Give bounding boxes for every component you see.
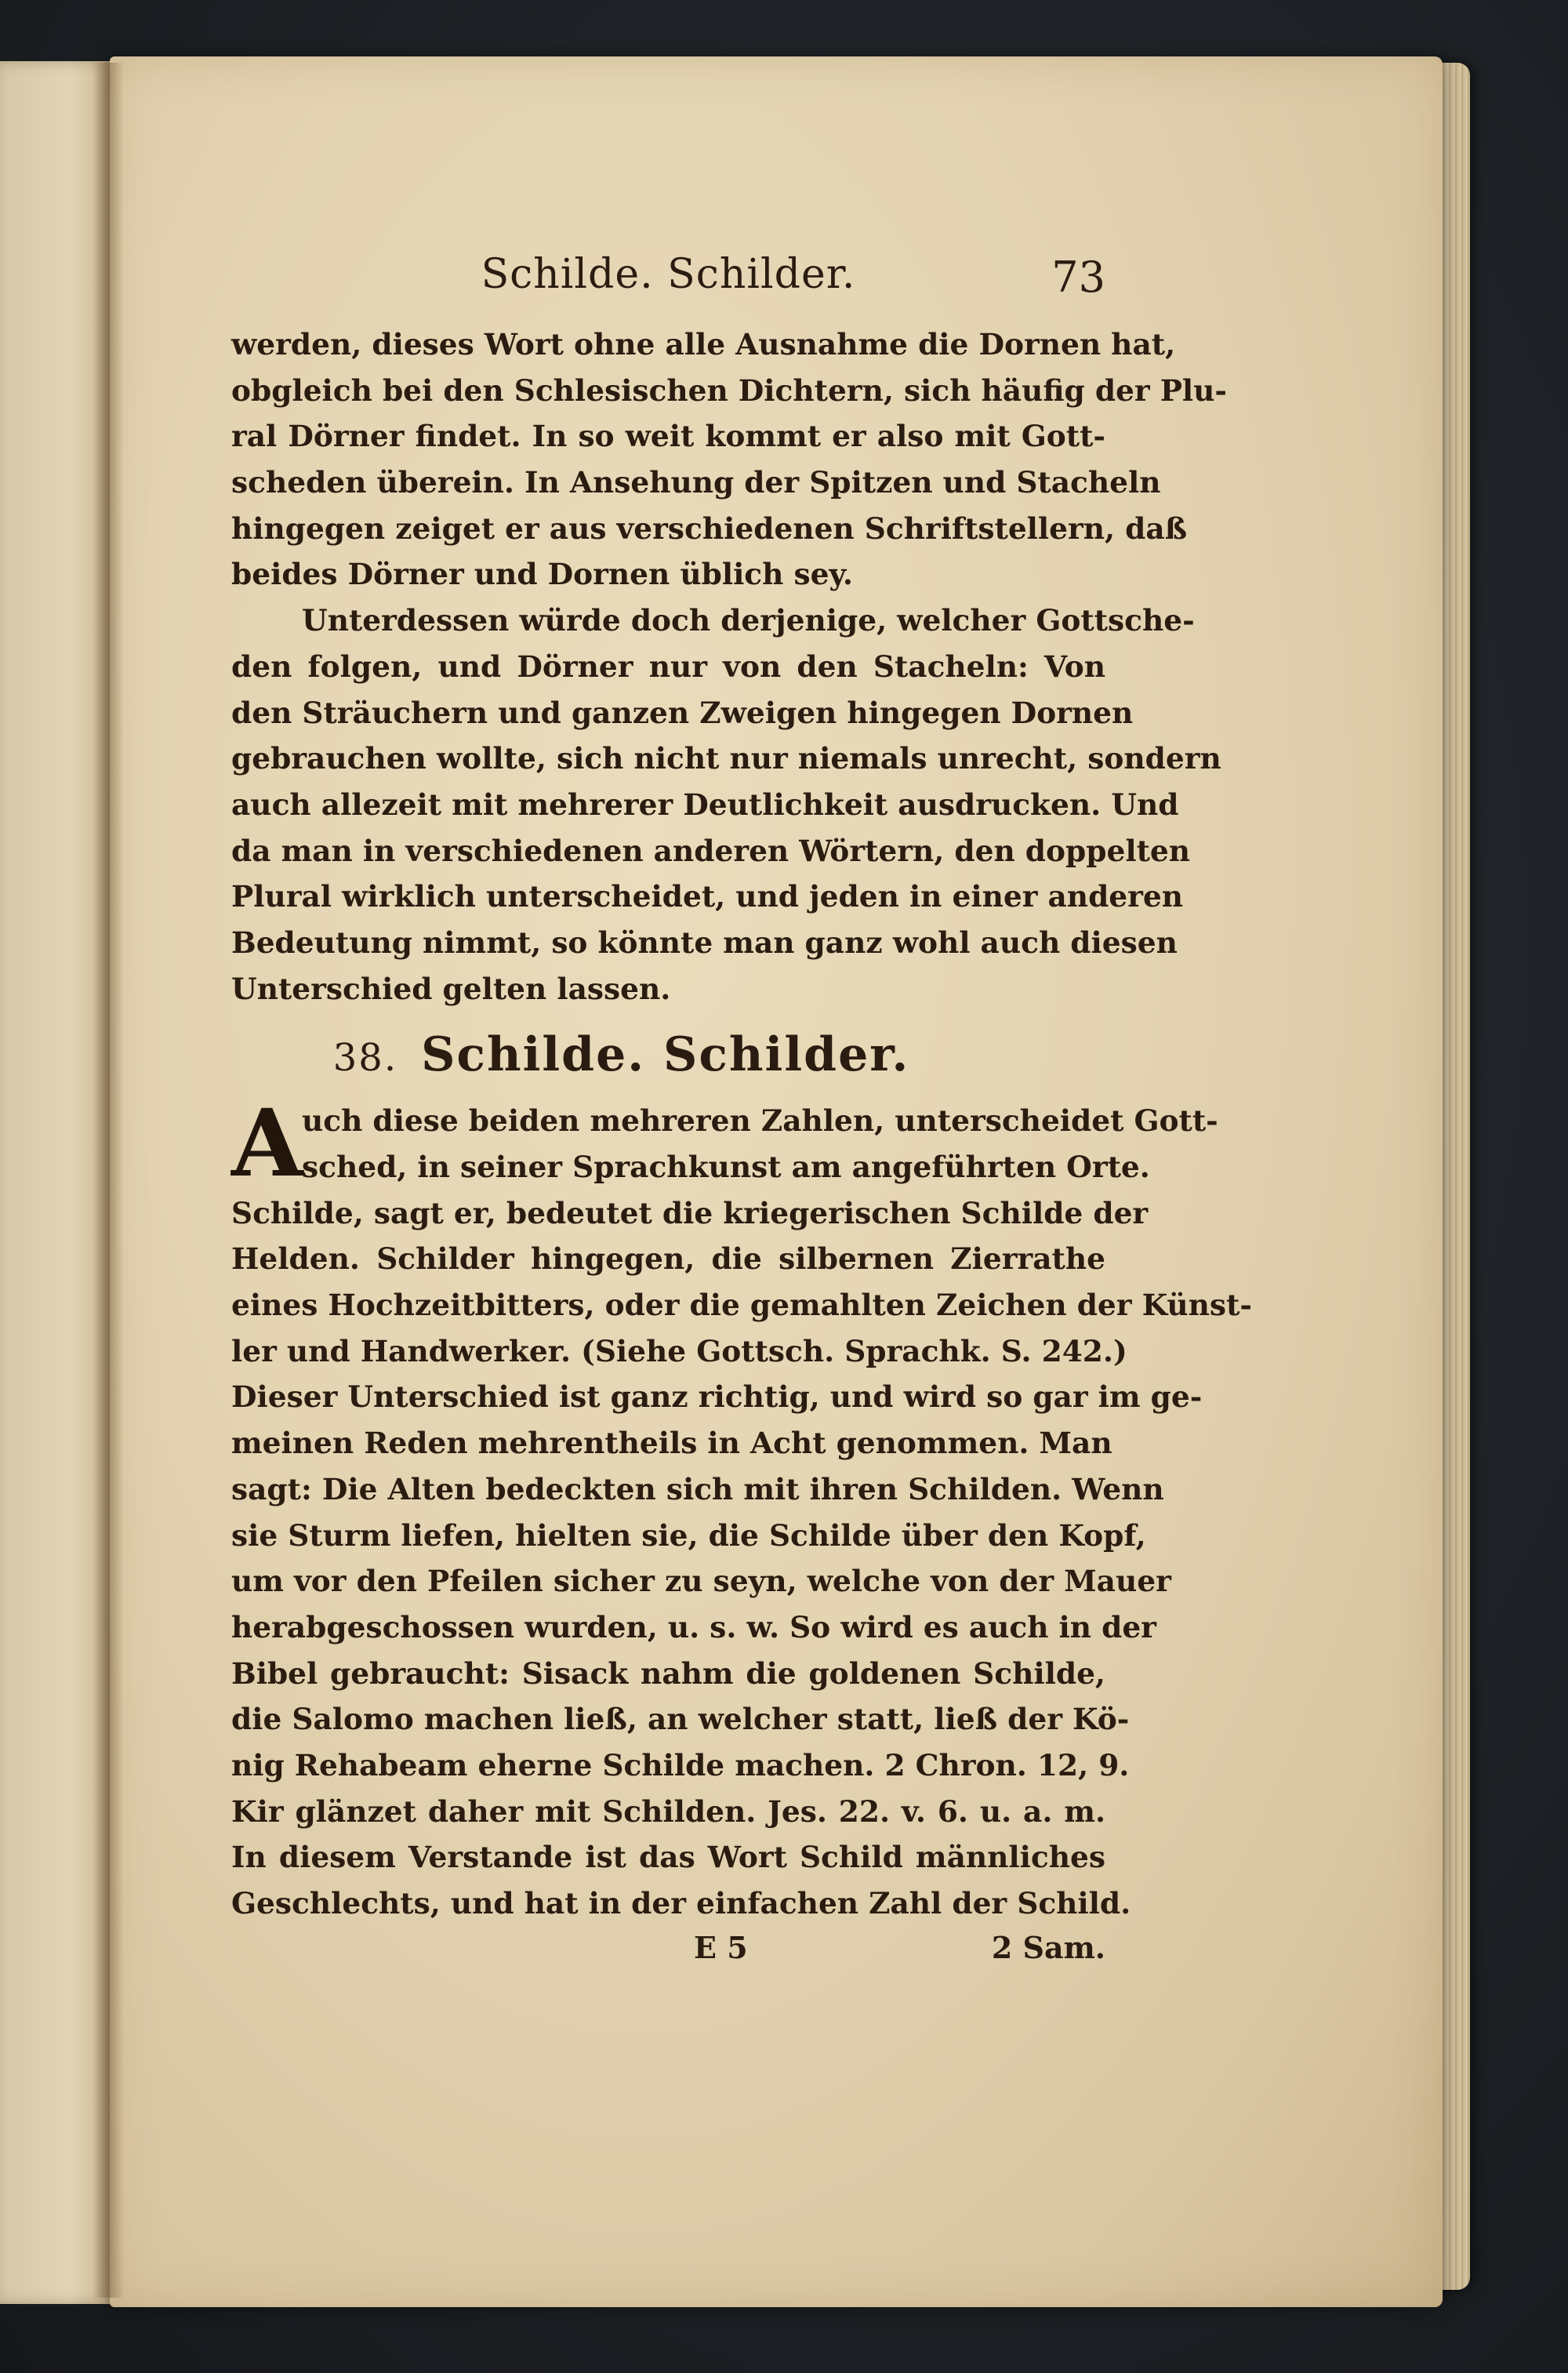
text-line: eines Hochzeitbitters, oder die gemahlten Zeichen der Künst- (231, 1288, 1252, 1323)
signature-mark: E 5 (694, 1929, 748, 1965)
text-line: sagt: Die Alten bedeckten sich mit ihren Schilden. Wenn (231, 1471, 1164, 1506)
page-text (231, 235, 1252, 1975)
text-line: Plural wirklich unterscheidet, und jeden in einer anderen (231, 879, 1184, 914)
text-line: den Sträuchern und ganzen Zweigen hingegen Dornen (231, 695, 1134, 730)
text-line: scheden überein. In Ansehung der Spitzen und Stacheln (231, 465, 1161, 500)
text-line: Bedeutung nimmt, so könnte man ganz wohl auch diesen (231, 925, 1178, 960)
text-line: hingegen zeiget er aus verschiedenen Schriftstellern, daß (231, 511, 1188, 546)
text-line: In diesem Verstande ist das Wort Schild männliches (231, 1840, 1105, 1875)
text-line: Schilde, sagt er, bedeutet die kriegerischen Schilde der (231, 1195, 1149, 1230)
book-gutter (93, 63, 124, 2298)
page-number: 73 (1051, 253, 1105, 302)
dropcap-block (231, 1088, 1218, 1198)
section-heading (231, 1012, 1105, 1098)
text-line: um vor den Pfeilen sicher zu seyn, welche von der Mauer (231, 1564, 1171, 1599)
text-line: ler und Handwerker. (Siehe Gottsch. Sprachk. S. 242.) (231, 1333, 1127, 1368)
text-line: gebrauchen wollte, sich nicht nur niemals unrecht, sondern (231, 741, 1221, 776)
text-line: ral Dörner findet. In so weit kommt er also mit Gott- (231, 419, 1105, 454)
text-line: Unterschied gelten lassen. (231, 971, 671, 1006)
text-line: nig Rehabeam eherne Schilde machen. 2 Chron. 12, 9. (231, 1747, 1130, 1782)
section-number: 38. (332, 1036, 398, 1081)
text-line: Bibel gebraucht: Sisack nahm die goldenen Schilde, (231, 1655, 1105, 1691)
text-line: Unterdessen würde doch derjenige, welcher Gottsche- (302, 603, 1195, 638)
page-header (231, 235, 1105, 322)
catchword: 2 Sam. (991, 1929, 1105, 1965)
paragraph-3 (231, 1088, 1252, 1926)
text-line: sie Sturm liefen, hielten sie, die Schilde über den Kopf, (231, 1517, 1146, 1553)
text-line: Helden. Schilder hingegen, die silbernen Zierrathe (231, 1241, 1105, 1277)
text-line: da man in verschiedenen anderen Wörtern, den doppelten (231, 833, 1191, 868)
section-title: Schilde. Schilder. (421, 1027, 910, 1083)
text-line: obgleich bei den Schlesischen Dichtern, sich häufig der Plu- (231, 372, 1227, 408)
paragraph-1 (231, 322, 1227, 598)
text-line: den folgen, und Dörner nur von den Stacheln: Von (231, 649, 1105, 684)
text-line: meinen Reden mehrentheils in Acht genommen. Man (231, 1426, 1112, 1461)
text-line: beides Dörner und Dornen üblich sey. (231, 557, 853, 592)
text-line: Kir glänzet daher mit Schilden. Jes. 22. v. 6. u. a. m. (231, 1793, 1105, 1829)
drop-cap-letter: A (231, 1088, 303, 1198)
running-title: Schilde. Schilder. (481, 251, 856, 298)
text-line: uch diese beiden mehreren Zahlen, unterscheidet Gott- (302, 1103, 1218, 1139)
text-line: Dieser Unterschied ist ganz richtig, und wird so gar im ge- (231, 1379, 1203, 1415)
paragraph-2 (231, 598, 1221, 1012)
page-footer (231, 1927, 1105, 1975)
text-line: sched, in seiner Sprachkunst am angeführten Orte. (302, 1150, 1150, 1184)
text-line: Geschlechts, und hat in der einfachen Zahl der Schild. (231, 1886, 1131, 1921)
text-line: werden, dieses Wort ohne alle Ausnahme die Dornen hat, (231, 327, 1176, 362)
text-line: herabgeschossen wurden, u. s. w. So wird es auch in der (231, 1609, 1156, 1644)
text-line: auch allezeit mit mehrerer Deutlichkeit ausdrucken. Und (231, 787, 1179, 822)
text-line: die Salomo machen ließ, an welcher statt, ließ der Kö- (231, 1702, 1130, 1737)
